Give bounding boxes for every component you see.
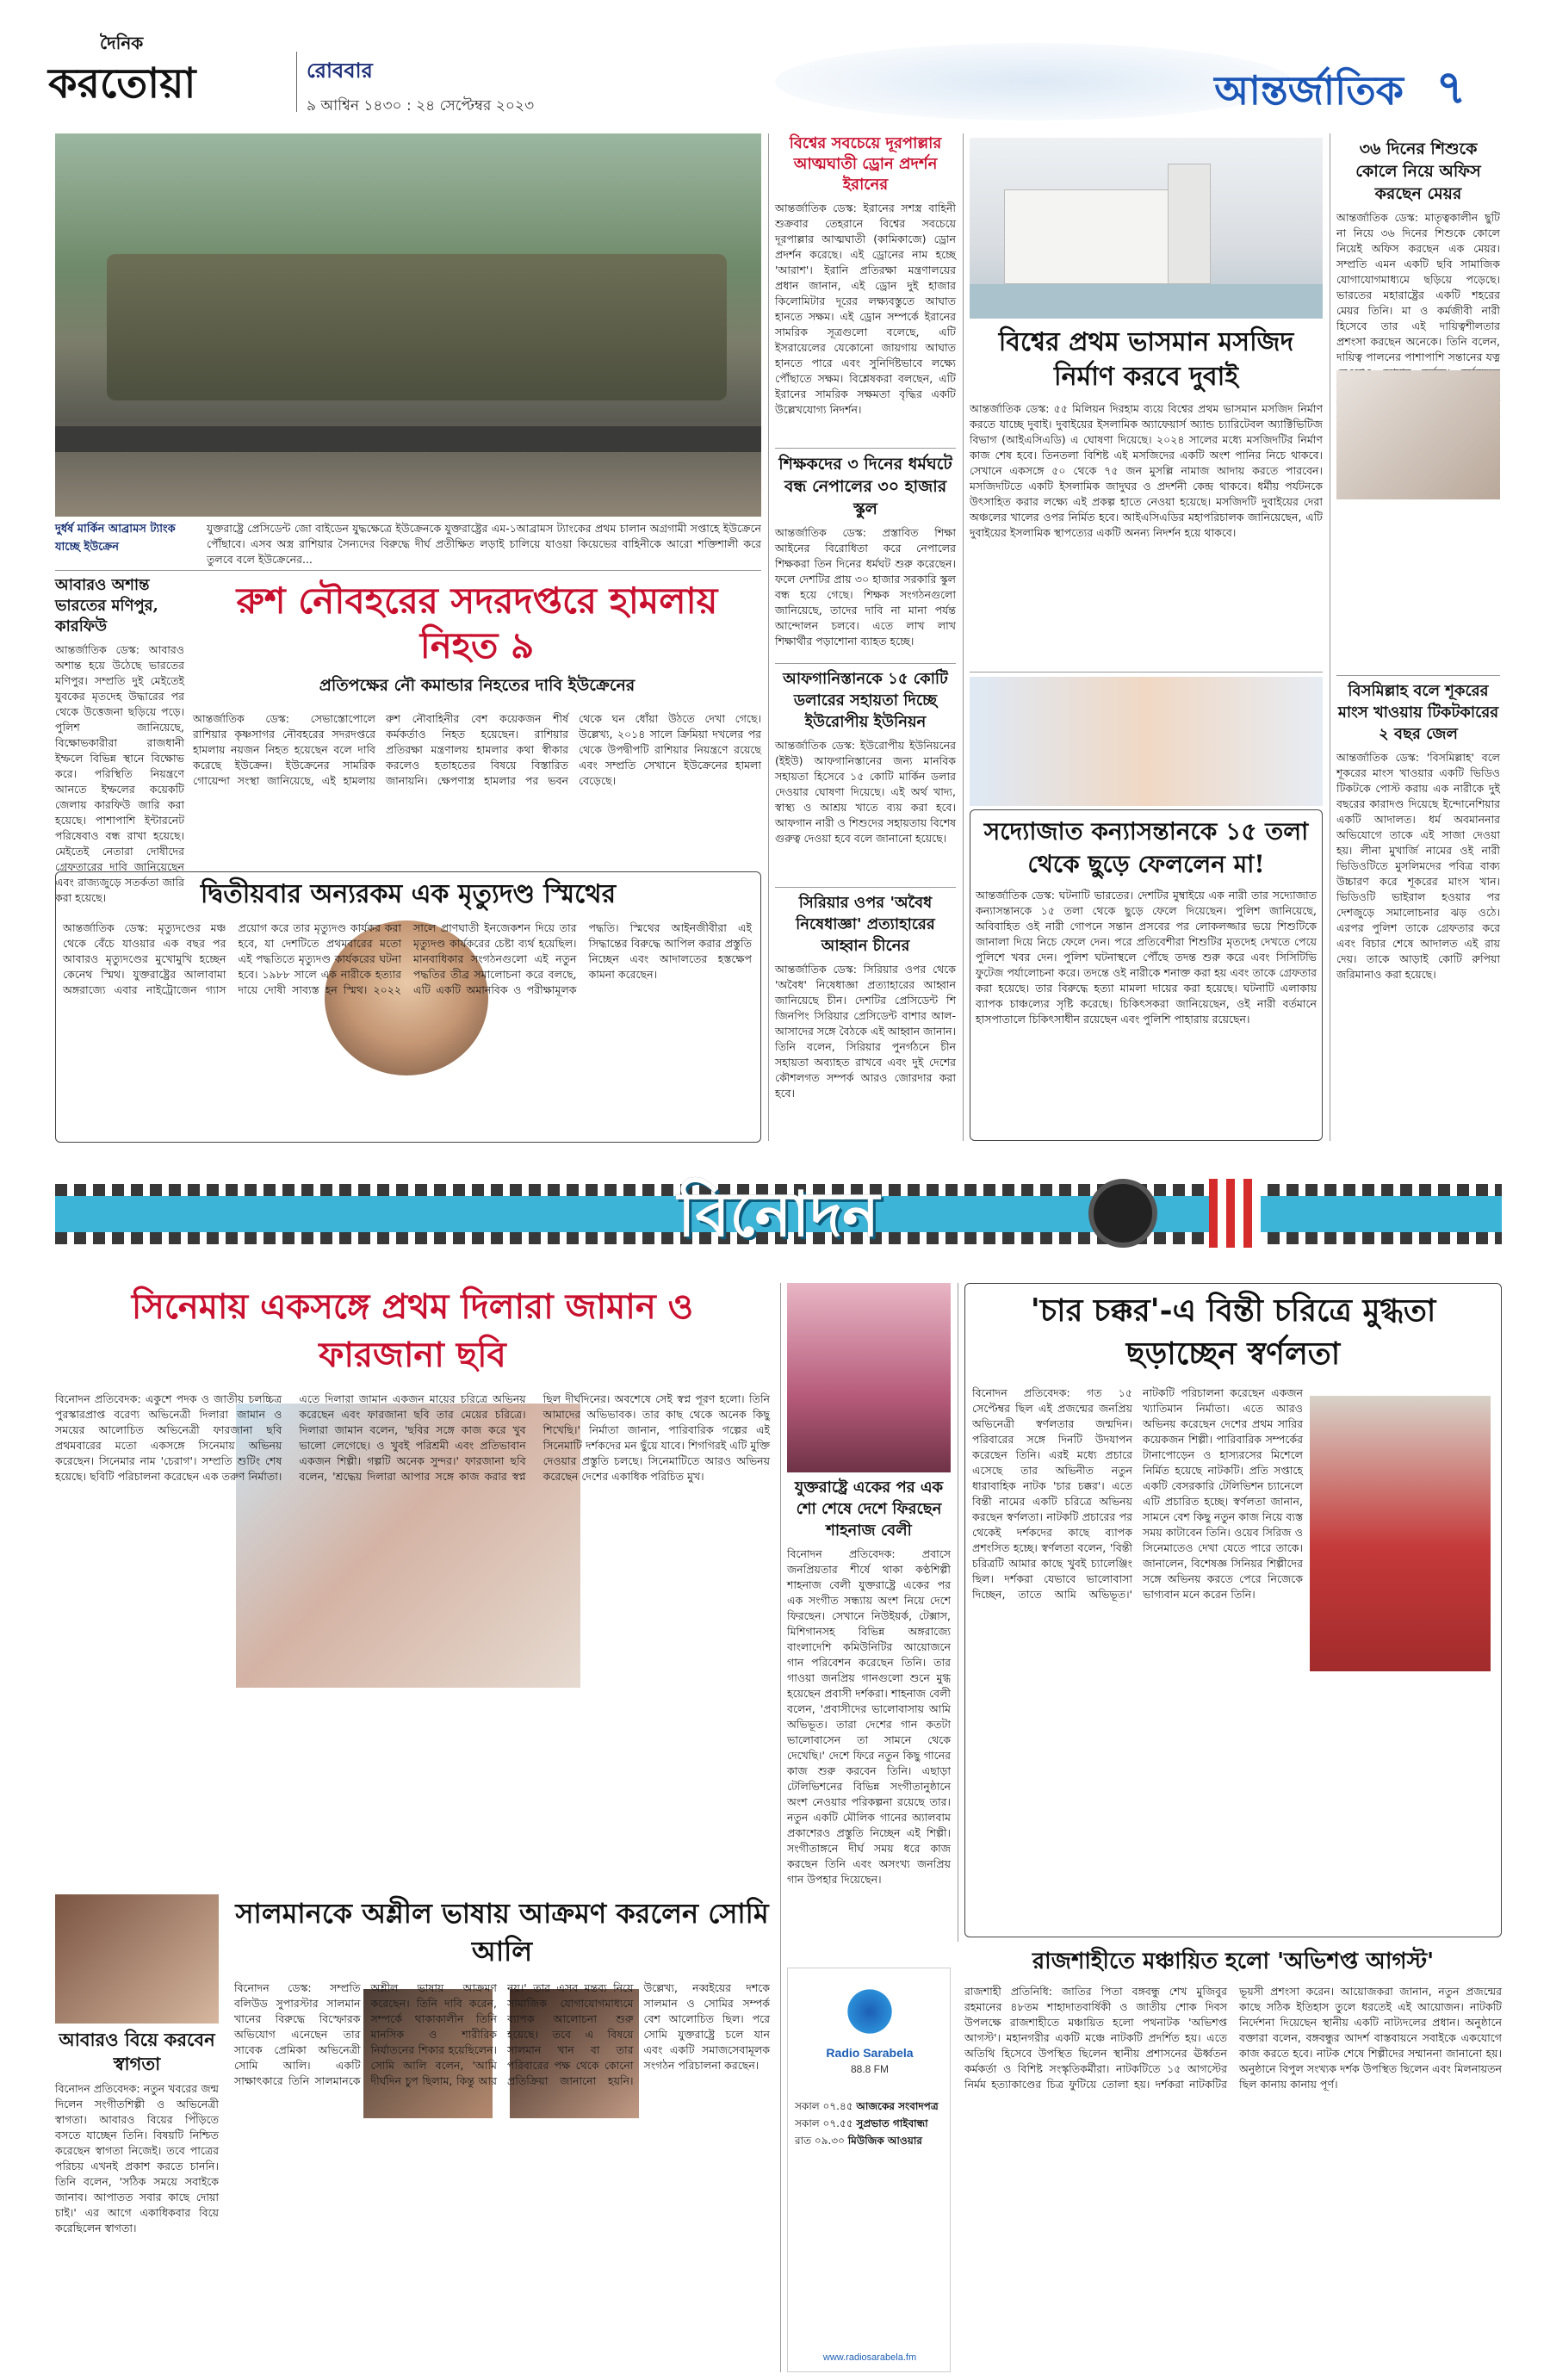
divider xyxy=(775,663,956,664)
shahnaz-article xyxy=(787,1477,951,1959)
salman-body: বিনোদন ডেস্ক: সম্প্রতি বলিউড সুপারস্টার সালমান খানের বিরুদ্ধে বিস্ফোরক অভিযোগ এনেছেন তার সাবেক প্রেমিকা অভিনেত্রী সোমি আলি। একটি সাক্ষাৎকারে তিনি সালমানকে অশ্লীল ভাষায় আক্রমণ করেছেন। তিনি দাবি করেন, সম্পর্কে থাকাকালীন তিনি মানসিক ও শারীরিক নির্যাতনের শিকার হয়েছিলেন। সোমি আলি বলেন, 'আমি দীর্ঘদিন চুপ ছিলাম, কিন্তু আর নয়।' তার এসব মন্তব্য নিয়ে সামাজিক যোগাযোগমাধ্যমে ব্যাপক আলোচনা শুরু হয়েছে। তবে এ বিষয়ে সালমান খান বা তার পরিবারের পক্ষ থেকে কোনো প্রতিক্রিয়া জানানো হয়নি। উল্লেখ্য, নব্বইয়ের দশকে সালমান ও সোমির সম্পর্ক বেশ আলোচিত ছিল। পরে সোমি যুক্তরাষ্ট্রে চলে যান এবং একটি সমাজসেবামূলক সংগঠন পরিচালনা করছেন। xyxy=(234,1981,770,2087)
drone-body: আন্তর্জাতিক ডেস্ক: ইরানের সশস্ত্র বাহিনী শুক্রবার তেহরানে বিশ্বের সবচেয়ে দূরপাল্লার আত্মঘাতী (কামিকাজে) ড্রোন প্রদর্শন করেছে। এই ড্রোনের নাম হচ্ছে 'আরাশ'। ইরানি প্রতিরক্ষা মন্ত্রণালয়ের প্রধান জানান, এই ড্রোন দুই হাজার কিলোমিটার দূরের লক্ষ্যবস্তুতে আঘাত হানতে সক্ষম। এই ড্রোন সম্পর্কে ইরানের সামরিক সূত্রগুলো বলেছে, এটি ইসরায়েলের যেকোনো জায়গায় আঘাত হানতে পারে এবং সুনির্দিষ্টভাবে লক্ষ্যে পৌঁছাতে সক্ষম। বিশ্লেষকরা বলছেন, এটি ইরানের সামরিক সক্ষমতা বৃদ্ধির একটি উল্লেখযোগ্য নিদর্শন। xyxy=(775,201,956,416)
divider xyxy=(55,570,761,571)
radio-url[interactable]: www.radiosarabela.fm xyxy=(822,2352,917,2363)
baby-headline: সদ্যোজাত কন্যাসন্তানকে ১৫ তলা থেকে ছুড়ে ফেললেন মা! xyxy=(983,817,1309,878)
nepal-body: আন্তর্জাতিক ডেস্ক: প্রস্তাবিত শিক্ষা আইনের বিরোধিতা করে নেপালের শিক্ষকরা তিন দিনের ধর্মঘট শুরু করেছেন। ফলে দেশটির প্রায় ৩০ হাজার সরকারি স্কুল বন্ধ হয়ে গেছে। শিক্ষক সংগঠনগুলো জানিয়েছে, তাদের দাবি না মানা পর্যন্ত আন্দোলন চলবে। এতে লাখ লাখ শিক্ষার্থীর পড়াশোনা ব্যাহত হচ্ছে। xyxy=(775,526,956,648)
smith-article xyxy=(55,871,761,1143)
mayor-article xyxy=(1336,138,1500,672)
rajshahi-article xyxy=(964,1946,1502,2372)
masthead xyxy=(0,0,1550,129)
syria-article xyxy=(775,892,956,1142)
charchakkor-article xyxy=(964,1283,1502,1937)
col-divider xyxy=(963,133,964,1141)
divider xyxy=(775,448,956,449)
masthead-divider xyxy=(296,52,297,112)
charchakkor-headline: 'চার চক্কর'-এ বিন্তী চরিত্রে মুগ্ধতা ছড়াচ্ছেন স্বর্ণলতা xyxy=(1030,1292,1436,1372)
syria-body: আন্তর্জাতিক ডেস্ক: সিরিয়ার ওপর থেকে 'অবৈধ' নিষেধাজ্ঞা প্রত্যাহারের আহ্বান জানিয়েছে চীন। দেশটির প্রেসিডেন্ট শি জিনপিং সিরিয়ার প্রেসিডেন্ট বাশার আল-আসাদের সঙ্গে বৈঠকে এই আহ্বান জানান। তিনি বলেন, সিরিয়ার পুনর্গঠনে চীন সহায়তা অব্যাহত রাখবে এবং দুই দেশের কৌশলগত সম্পর্ক আরও জোরদার করা হবে। xyxy=(775,963,957,1100)
swagota-body: বিনোদন প্রতিবেদক: নতুন খবরের জন্ম দিলেন সংগীতশিল্পী ও অভিনেত্রী স্বাগতা। আবারও বিয়ের পিঁড়িতে বসতে যাচ্ছেন তিনি। বিষয়টি নিশ্চিত করেছেন স্বাগতা নিজেই। তবে পাত্রের পরিচয় এখনই প্রকাশ করতে চাননি। তিনি বলেন, 'সঠিক সময়ে সবাইকে জানাব। আপাতত সবার কাছে দোয়া চাই।' এর আগে একাধিকবার বিয়ে করেছিলেন স্বাগতা। xyxy=(55,2082,219,2234)
smith-body: আন্তর্জাতিক ডেস্ক: মৃত্যুদণ্ডের মঞ্চ থেকে বেঁচে যাওয়ার এক বছর পর আবারও মৃত্যুদণ্ডের মুখোমুখি হচ্ছেন কেনেথ স্মিথ। যুক্তরাষ্ট্রের আলাবামা অঙ্গরাজ্যে এবার নাইট্রোজেন গ্যাস প্রয়োগ করে তার মৃত্যুদণ্ড কার্যকর করা হবে, যা দেশটিতে প্রথমবারের মতো এই পদ্ধতিতে মৃত্যুদণ্ড কার্যকরের ঘটনা হবে। ১৯৮৮ সালে এক নারীকে হত্যার দায়ে দোষী সাব্যস্ত হন স্মিথ। ২০২২ সালে প্রাণঘাতী ইনজেকশন দিয়ে তার মৃত্যুদণ্ড কার্যকরের চেষ্টা ব্যর্থ হয়েছিল। মানবাধিকার সংগঠনগুলো এই নতুন পদ্ধতির তীব্র সমালোচনা করে বলছে, এটি একটি অমানবিক ও পরীক্ষামূলক পদ্ধতি। স্মিথের আইনজীবীরা এই সিদ্ধান্তের বিরুদ্ধে আপিল করার প্রস্তুতি নিচ্ছেন এবং আদালতের হস্তক্ষেপ কামনা করেছেন। xyxy=(63,921,752,996)
day-label: রোববার xyxy=(307,59,373,83)
date-label: ৯ আশ্বিন ১৪৩০ : ২৪ সেপ্টেম্বর ২০২৩ xyxy=(307,97,535,115)
afghan-article xyxy=(775,668,956,883)
nepal-headline: শিক্ষকদের ৩ দিনের ধর্মঘটে বন্ধ নেপালের ৩০ হাজার স্কুল xyxy=(778,455,952,518)
section-title: আন্তর্জাতিক xyxy=(1214,67,1404,114)
mayor-headline: ৩৬ দিনের শিশুকে কোলে নিয়ে অফিস করছেন মেয়র xyxy=(1355,139,1481,203)
floating-mosque-render xyxy=(970,138,1323,319)
tank-caption-text: দুর্ধর্ষ মার্কিন আব্রামস ট্যাংক যাচ্ছে ইউক্রেন xyxy=(55,523,176,554)
navy-article xyxy=(193,579,761,868)
swarnalata-photo xyxy=(1310,1396,1491,1671)
tiktok-headline: বিসমিল্লাহ বলে শূকরের মাংস খাওয়ায় টিকটকারের ২ বছর জেল xyxy=(1337,682,1499,743)
popcorn-icon xyxy=(1209,1179,1261,1248)
logo-small-text: দৈনিক xyxy=(100,33,144,53)
navy-body: আন্তর্জাতিক ডেস্ক: সেভাস্তোপোলে রাশিয়ার কৃষ্ণসাগর নৌবহরের সদরদপ্তরে হামলায় নয়জন নিহত হয়েছেন বলে দাবি করেছে ইউক্রেন। ইউক্রেনের সামরিক গোয়েন্দা সংস্থা জানিয়েছে, এই হামলায় রুশ নৌবাহিনীর বেশ কয়েকজন শীর্ষ কর্মকর্তাও নিহত হয়েছেন। রাশিয়ার প্রতিরক্ষা মন্ত্রণালয় হামলার কথা স্বীকার করলেও হতাহতের বিষয়ে বিস্তারিত জানায়নি। ক্ষেপণাস্ত্র হামলার পর ভবন থেকে ঘন ধোঁয়া উঠতে দেখা গেছে। উল্লেখ্য, ২০১৪ সালে ক্রিমিয়া দখলের পর থেকে উপদ্বীপটি রাশিয়ার নিয়ন্ত্রণে রয়েছে এবং সম্প্রতি সেখানে ইউক্রেনের হামলা বেড়েছে। xyxy=(193,712,761,787)
col-divider xyxy=(768,133,769,1141)
tiktok-article xyxy=(1336,680,1500,1141)
mayor-body: আন্তর্জাতিক ডেস্ক: মাতৃত্বকালীন ছুটি না নিয়ে ৩৬ দিনের শিশুকে কোলে নিয়েই অফিস করছেন এক মেয়র। সম্প্রতি এমন একটি ছবি সামাজিক যোগাযোগমাধ্যমে ছড়িয়ে পড়েছে। ভারতের মহারাষ্ট্রের একটি শহরের মেয়র তিনি। মা ও কর্মজীবী নারী হিসেবে তার এই দায়িত্বশীলতার প্রশংসা করছেন অনেকে। তিনি বলেন, দায়িত্ব পালনের পাশাপাশি সন্তানের যত্ন xyxy=(1336,211,1500,363)
navy-subhead: প্রতিপক্ষের নৌ কমান্ডার নিহতের দাবি ইউক্রেনের xyxy=(319,676,636,695)
salman-article xyxy=(234,1894,770,2372)
manipur-body: আন্তর্জাতিক ডেস্ক: আবারও অশান্ত হয়ে উঠেছে ভারতের মণিপুর। সম্প্রতি দুই মেইতেই যুবকের মৃতদেহ উদ্ধারের পর থেকে উত্তেজনা ছড়িয়ে পড়ে। পুলিশ জানিয়েছে, বিক্ষোভকারীরা রাজধানী ইম্ফলে বিভিন্ন স্থানে বিক্ষোভ করে। পরিস্থিতি নিয়ন্ত্রণে আনতে ইম্ফলের কয়েকটি জেলায় কারফিউ জারি করা হয়েছে। পাশাপাশি ইন্টারনেট পরিষেবাও বন্ধ রাখা হয়েছে। মেইতেই নেতারা দোষীদের গ্রেফতারের দাবি জানিয়েছেন এবং রাজ্যজুড়ে সতর্কতা জারি করা হয়েছে। xyxy=(55,643,184,904)
masthead-logo xyxy=(48,31,281,108)
rajshahi-body: রাজশাহী প্রতিনিধি: জাতির পিতা বঙ্গবন্ধু শেখ মুজিবুর রহমানের ৪৮তম শাহাদাতবার্ষিকী ও জাতীয় শোক দিবস উপলক্ষে রাজশাহীতে মঞ্চায়িত হলো পথনাটক 'অভিশপ্ত আগস্ট'। মহানগরীর একটি মঞ্চে নাটকটি প্রদর্শিত হয়। এতে অতিথি হিসেবে উপস্থিত ছিলেন স্থানীয় প্রশাসনের ঊর্ধ্বতন কর্মকর্তা ও বিশিষ্ট সংস্কৃতিকর্মীরা। নাটকটিতে ১৫ আগস্টের নির্মম হত্যাকাণ্ডের চিত্র ফুটিয়ে তোলা হয়। দর্শকরা নাটকটির ভূয়সী প্রশংসা করেন। আয়োজকরা জানান, নতুন প্রজন্মের কাছে সঠিক ইতিহাস তুলে ধরতেই এই আয়োজন। নাটকটি নির্দেশনা দিয়েছেন স্থানীয় একটি নাট্যদলের প্রধান। অনুষ্ঠানে বক্তারা বলেন, বঙ্গবন্ধুর আদর্শ বাস্তবায়নে সবাইকে একযোগে কাজ করতে হবে। নাটক শেষে শিল্পীদের সম্মাননা জানানো হয়। অনুষ্ঠানে বিপুল সংখ্যক দর্শক উপস্থিত ছিলেন এবং মিলনায়তন ছিল কানায় কানায় পূর্ণ। xyxy=(964,1985,1502,2091)
tank-body: যুক্তরাষ্ট্রে প্রেসিডেন্ট জো বাইডেন যুদ্ধক্ষেত্রে ইউক্রেনকে যুক্তরাষ্ট্রের এম-১আব্রামস ট্যাংকের প্রথম চালান অগ্রগামী সপ্তাহে ইউক্রেনে পৌঁছাবে। এসব অস্ত্র রাশিয়ার সৈন্যদের বিরুদ্ধে দীর্ঘ প্রতীক্ষিত লড়াই চালিয়ে যাওয়া কিয়েভের বাহিনীকে আরো শক্তিশালী করে তুলবে বলে ইউক্রেনের... xyxy=(207,522,761,566)
mosque-article xyxy=(970,325,1323,670)
nepal-article xyxy=(775,453,956,660)
mosque-headline: বিশ্বের প্রথম ভাসমান মসজিদ নির্মাণ করবে দুবাই xyxy=(998,327,1294,392)
radio-name: Radio Sarabela xyxy=(826,2046,914,2060)
afghan-headline: আফগানিস্তানকে ১৫ কোটি ডলারের সহায়তা দিচ্ছে ইউরোপীয় ইউনিয়ন xyxy=(783,670,948,731)
dilara-article xyxy=(55,1283,770,1886)
swagota-article xyxy=(55,2028,219,2372)
schedule-row: সকাল ০৭.৫৫ সুপ্রভাত গাইবান্ধা xyxy=(795,2117,928,2129)
tank-train-photo xyxy=(55,133,761,517)
divider xyxy=(1336,675,1500,676)
schedule-row: রাত ০৯.৩০ মিউজিক আওয়ার xyxy=(795,2135,922,2147)
baby-body: আন্তর্জাতিক ডেস্ক: ঘটনাটি ভারতের। দেশটির মুম্বাইয়ে এক নারী তার সদ্যোজাত কন্যাসন্তানকে ১৫ তলা থেকে ছুড়ে ফেলে দিয়েছেন। পুলিশ জানিয়েছে, অবিবাহিত ওই নারী গোপনে সন্তান প্রসবের পর লোকলজ্জার ভয়ে শিশুটিকে জানালা দিয়ে নিচে ফেলে দেন। পরে প্রতিবেশীরা শিশুটির মৃতদেহ দেখতে পেয়ে পুলিশে খবর দেন। পুলিশ ঘটনাস্থলে পৌঁছে তদন্ত শুরু করে এবং সিসিটিভি ফুটেজ পর্যালোচনা করে। তদন্তে ওই নারীকে শনাক্ত করা হয় এবং তাকে গ্রেফতার করা হয়েছে। তার বিরুদ্ধে হত্যা মামলা দায়ের করা হয়েছে। ঘটনাটি এলাকায় ব্যাপক চাঞ্চল্যের সৃষ্টি করেছে। চিকিৎসকরা জানিয়েছেন, ওই নারী বর্তমানে হাসপাতালে চিকিৎসাধীন রয়েছেন এবং পুলিশি পাহারায় রয়েছেন। xyxy=(976,889,1317,1026)
schedule-row: সকাল ০৭.৪৫ আজকের সংবাদপত্র xyxy=(795,2100,939,2112)
manipur-headline: আবারও অশান্ত ভারতের মণিপুর, কারফিউ xyxy=(55,576,158,635)
navy-headline: রুশ নৌবহরের সদরদপ্তরে হামলায় নিহত ৯ xyxy=(236,580,718,666)
tank-caption xyxy=(55,521,202,564)
tiktok-body: আন্তর্জাতিক ডেস্ক: 'বিসমিল্লাহ' বলে শূকরের মাংস খাওয়ার একটি ভিডিও টিকটকে পোস্ট করায় এক নারীকে দুই বছরের কারাদণ্ড দিয়েছে ইন্দোনেশিয়ার একটি আদালত। ধর্ম অবমাননার অভিযোগে তাকে এই সাজা দেওয়া হয়। লীনা মুখার্জি নামের ওই নারী ভিডিওটিতে মুসলিমদের পবিত্র বাক্য উচ্চারণ করে শূকরের মাংস খান। ভিডিওটি ভাইরাল হওয়ার পর দেশজুড়ে সমালোচনার ঝড় ওঠে। এরপর পুলিশ তাকে গ্রেফতার করে এবং বিচার শেষে আদালত এই রায় দেয়। তাকে আড়াই কোটি রুপিয়া জরিমানাও করা হয়েছে। xyxy=(1336,751,1500,981)
manipur-article xyxy=(55,575,184,904)
baby-article xyxy=(970,809,1323,1141)
swagota-headline: আবারও বিয়ে করবেন স্বাগতা xyxy=(59,2029,215,2074)
mosque-body: আন্তর্জাতিক ডেস্ক: ৫৫ মিলিয়ন দিরহাম ব্যয়ে বিশ্বের প্রথম ভাসমান মসজিদ নির্মাণ করতে যাচ্ছে দুবাই। দুবাইয়ের ইসলামিক অ্যাফেয়ার্স অ্যান্ড চ্যারিটেবল অ্যাক্টিভিটিজ বিভাগ (আইএসিএডি) এ ঘোষণা দিয়েছে। ২০২৪ সালের মধ্যে মসজিদটির নির্মাণ কাজ শেষ হবে। তিনতলা বিশিষ্ট এই মসজিদের একটি অংশ পানির নিচে থাকবে। সেখানে একসঙ্গে ৫০ থেকে ৭৫ জন মুসল্লি নামাজ আদায় করতে পারবেন। মসজিদটিতে একটি ইসলামিক জাদুঘর ও প্রদর্শনী কেন্দ্র থাকবে। ধর্মীয় পর্যটনকে উৎসাহিত করার লক্ষ্যে এই প্রকল্প হাতে নেওয়া হয়েছে। মসজিদটি দুবাইয়ের দেরা অঞ্চলের খালের ওপর নির্মিত হবে। আইএসিএডির মহাপরিচালক জানিয়েছেন, এটি দুবাইয়ের ইসলামিক স্থাপত্যের একটি অনন্য নিদর্শন হয়ে থাকবে। xyxy=(970,402,1323,539)
shahnaz-headline: যুক্তরাষ্ট্রে একের পর এক শো শেষে দেশে ফিরছেন শাহনাজ বেলী xyxy=(794,1478,944,1540)
col-divider xyxy=(780,1283,781,2372)
drone-article xyxy=(775,133,956,443)
radio-logo-icon xyxy=(844,1986,896,2037)
baby-hand-photo xyxy=(970,677,1323,806)
rajshahi-headline: রাজশাহীতে মঞ্চায়িত হলো 'অভিশপ্ত আগস্ট' xyxy=(1032,1949,1435,1974)
syria-headline: সিরিয়ার ওপর 'অবৈধ নিষেধাজ্ঞা' প্রত্যাহারের আহ্বান চীনের xyxy=(796,894,935,955)
shahnaz-body: বিনোদন প্রতিবেদক: প্রবাসে জনপ্রিয়তার শীর্ষে থাকা কণ্ঠশিল্পী শাহনাজ বেলী যুক্তরাষ্ট্রে একের পর এক সংগীত সন্ধ্যায় অংশ নিয়ে দেশে ফিরছেন। সেখানে নিউইয়র্ক, টেক্সাস, মিশিগানসহ বিভিন্ন অঙ্গরাজ্যে বাংলাদেশি কমিউনিটির আয়োজনে গান পরিবেশন করেছেন তিনি। তার গাওয়া জনপ্রিয় গানগুলো শুনে মুগ্ধ হয়েছেন প্রবাসী দর্শকরা। শাহনাজ বেলী বলেন, 'প্রবাসীদের ভালোবাসায় আমি অভিভূত। তারা দেশের গান কতটা ভালোবাসেন তা সামনে থেকে দেখেছি।' দেশে ফিরে নতুন কিছু গানের কাজ শুরু করবেন তিনি। এছাড়া টেলিভিশনের বিভিন্ন সংগীতানুষ্ঠানে অংশ নেওয়ার পরিকল্পনা রয়েছে তার। নতুন একটি মৌলিক গানের অ্যালবাম প্রকাশেরও প্রস্তুতি নিচ্ছেন এই শিল্পী। সংগীতাঙ্গনে দীর্ঘ সময় ধরে কাজ করছেন তিনি এবং অসংখ্য জনপ্রিয় গান উপহার দিয়েছেন। xyxy=(787,1547,951,1886)
smith-headline: দ্বিতীয়বার অন্যরকম এক মৃত্যুদণ্ড স্মিথের xyxy=(200,879,617,909)
afghan-body: আন্তর্জাতিক ডেস্ক: ইউরোপীয় ইউনিয়নের (ইইউ) আফগানিস্তানের জন্য মানবিক সহায়তা হিসেবে ১৫ কোটি মার্কিন ডলার দেওয়ার ঘোষণা দিয়েছে। এই অর্থ খাদ্য, স্বাস্থ্য ও আশ্রয় খাতে ব্যয় করা হবে। আফগান নারী ও শিশুদের সহায়তায় বিশেষ গুরুত্ব দেওয়া হবে বলে জানানো হয়েছে। xyxy=(775,739,956,845)
page-number: ৭ xyxy=(1435,59,1466,115)
shahnaz-photo xyxy=(787,1283,951,1472)
masthead-dateline xyxy=(307,55,651,124)
charchakkor-body: বিনোদন প্রতিবেদক: গত ১৫ সেপ্টেম্বর ছিল এই প্রজন্মের জনপ্রিয় অভিনেত্রী স্বর্ণলতার জন্মদিন। পরিবারের সঙ্গে দিনটি উদযাপন করেছেন তিনি। এরই মধ্যে প্রচারে এসেছে তার অভিনীত নতুন ধারাবাহিক নাটক 'চার চক্কর'। এতে বিন্তী নামের একটি চরিত্রে অভিনয় করছেন স্বর্ণলতা। নাটকটি প্রচারের পর থেকেই দর্শকদের কাছে ব্যাপক প্রশংসিত হচ্ছে। স্বর্ণলতা বলেন, 'বিন্তী চরিত্রটি আমার কাছে খুবই চ্যালেঞ্জিং ছিল। দর্শকরা যেভাবে ভালোবাসা দিচ্ছেন, তাতে আমি অভিভূত।' নাটকটি পরিচালনা করেছেন একজন খ্যাতিমান নির্মাতা। এতে আরও অভিনয় করেছেন দেশের প্রথম সারির কয়েকজন শিল্পী। পারিবারিক সম্পর্কের টানাপোড়েন ও হাস্যরসের মিশেলে নির্মিত হয়েছে নাটকটি। প্রতি সপ্তাহে একটি বেসরকারি টেলিভিশন চ্যানেলে এটি প্রচারিত হচ্ছে। স্বর্ণলতা জানান, সামনে বেশ কিছু নতুন কাজ নিয়ে ব্যস্ত সময় কাটাবেন তিনি। ওয়েব সিরিজ ও সিনেমাতেও দেখা যেতে পারে তাকে। জানালেন, বিশেষজ্ঞ সিনিয়র শিল্পীদের সঙ্গে অভিনয় করতে পেরে নিজেকে ভাগ্যবান মনে করেন তিনি। xyxy=(972,1386,1303,1601)
swagota-photo xyxy=(55,1894,219,2024)
radio-freq: 88.8 FM xyxy=(850,2063,889,2075)
salman-headline: সালমানকে অশ্লীল ভাষায় আক্রমণ করলেন সোমি আলি xyxy=(235,1897,769,1968)
dilara-body: বিনোদন প্রতিবেদক: একুশে পদক ও জাতীয় চলচ্চিত্র পুরস্কারপ্রাপ্ত বরেণ্য অভিনেত্রী দিলারা জামান ও সময়ের আলোচিত অভিনেত্রী ফারজানা ছবি প্রথমবারের মতো একসঙ্গে সিনেমায় অভিনয় করেছেন। সিনেমার নাম 'চেরাগ'। সম্প্রতি শুটিং শেষ হয়েছে। ছবিটি পরিচালনা করেছেন এক তরুণ নির্মাতা। এতে দিলারা জামান একজন মায়ের চরিত্রে অভিনয় করেছেন এবং ফারজানা ছবি তার মেয়ের চরিত্রে। দিলারা জামান বলেন, 'ছবির সঙ্গে কাজ করে খুব ভালো লেগেছে। ও খুবই পরিশ্রমী এবং প্রতিভাবান একজন শিল্পী। গল্পটি অনেক সুন্দর।' ফারজানা ছবি বলেন, 'শ্রদ্ধেয় দিলারা আপার সঙ্গে কাজ করার স্বপ্ন ছিল দীর্ঘদিনের। অবশেষে সেই স্বপ্ন পূরণ হলো। তিনি আমাদের অভিভাবক। তার কাছ থেকে অনেক কিছু শিখেছি।' নির্মাতা জানান, পারিবারিক গল্পের এই সিনেমাটি দর্শকদের মন ছুঁয়ে যাবে। শিগগিরই এটি মুক্তি দেওয়ার প্রস্তুতি চলছে। সিনেমাটিতে আরও অভিনয় করেছেন দেশের একাধিক পরিচিত মুখ। xyxy=(55,1392,770,1483)
radio-schedule xyxy=(795,2098,945,2149)
drone-headline: বিশ্বের সবচেয়ে দূরপাল্লার আত্মঘাতী ড্রোন প্রদর্শন ইরানের xyxy=(789,134,942,194)
radio-sarabela-ad xyxy=(787,1968,951,2372)
film-reel-icon xyxy=(1088,1179,1157,1248)
binodon-title: বিনোদন xyxy=(677,1177,880,1250)
binodon-banner xyxy=(55,1158,1502,1270)
mayor-photo xyxy=(1336,370,1500,499)
divider xyxy=(775,887,956,888)
dilara-headline: সিনেমায় একসঙ্গে প্রথম দিলারা জামান ও ফারজানা ছবি xyxy=(131,1286,694,1375)
logo-big-text: করতোয়া xyxy=(48,59,196,108)
